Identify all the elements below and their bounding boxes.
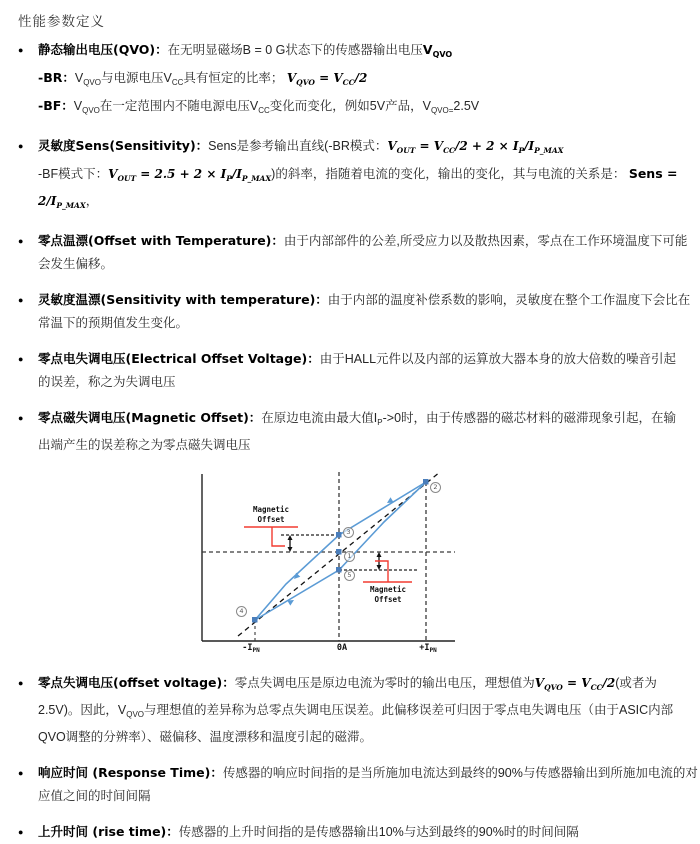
text-run: 零点失调电压是原边电流为零时的输出电压，理想值为 <box>234 676 535 690</box>
text-run: 在原边电流由最大值I <box>261 411 378 425</box>
bullet-marker-icon: ● <box>18 45 24 55</box>
point-5-marker <box>336 567 342 573</box>
tick-subscript: PN <box>429 647 437 654</box>
arrow-down-icon <box>288 547 293 552</box>
bullet-item <box>18 406 684 457</box>
bullet-marker-icon: ● <box>18 236 24 246</box>
text-run: /2 <box>354 71 368 85</box>
text-line <box>38 347 684 371</box>
text-run: V <box>74 71 84 85</box>
arrow-up-icon <box>377 552 382 557</box>
text-run: 由于HALL元件以及内部的运算放大器本身的放大倍数的噪音引起 <box>319 352 677 366</box>
point-badge-1: 1 <box>344 551 355 562</box>
label-line: Offset <box>374 595 402 604</box>
text-run: 静态输出电压(QVO)： <box>38 42 168 57</box>
text-run: (或者为 <box>615 676 657 690</box>
bullet-content <box>38 761 698 808</box>
text-run: P <box>377 418 383 427</box>
text-run: 在一定范围内不随电源电压V <box>99 99 259 113</box>
point-1-marker <box>336 549 342 555</box>
text-line <box>38 820 684 844</box>
bullet-list-top <box>18 38 691 457</box>
text-run: 零点失调电压(offset voltage)： <box>38 675 235 690</box>
text-run: -BF： <box>38 98 74 113</box>
text-run: -BF模式下： <box>38 167 109 181</box>
text-line <box>38 312 684 335</box>
x-tick-zero <box>337 643 347 654</box>
x-tick-plus-ipn <box>419 643 436 654</box>
text-run: 响应时间 (Response Time)： <box>38 765 223 780</box>
bullet-item <box>18 134 684 217</box>
text-run: ， <box>85 194 99 208</box>
text-run: )的斜率，指随着电流的变化，输出的变化，其与电流的关系是： <box>271 167 629 181</box>
tick-text: +I <box>419 643 430 653</box>
bullet-item <box>18 671 684 749</box>
tick-subscript: PN <box>252 647 260 654</box>
point-4-marker <box>252 617 258 623</box>
bullet-item <box>18 288 691 335</box>
text-run: OUT <box>396 146 416 155</box>
x-tick-minus-ipn <box>242 643 259 654</box>
text-run: CC <box>171 78 184 87</box>
text-run: 传感器的响应时间指的是当所施加电流达到最终的90%与传感器输出到所施加电流的对 <box>222 766 698 780</box>
text-line <box>38 66 684 94</box>
magnetic-offset-label-top <box>244 505 298 525</box>
text-run: /2 <box>602 676 616 690</box>
text-line <box>38 253 684 276</box>
text-line <box>38 671 684 699</box>
text-line <box>38 190 684 217</box>
text-line <box>38 406 684 434</box>
text-run: QVO调整的分辨率）、磁偏移、温度漂移和温度引起的磁滞。 <box>38 730 373 744</box>
text-run: = 2.5 + 2 × I <box>136 167 227 181</box>
text-line <box>38 726 684 749</box>
text-line <box>38 94 684 122</box>
text-run: 的误差，称之为失调电压 <box>38 375 176 389</box>
arrow-down-icon <box>377 565 382 570</box>
point-2-marker <box>423 479 429 485</box>
text-line <box>38 371 684 394</box>
text-run: Sens = <box>628 166 678 181</box>
text-run: V <box>108 167 118 181</box>
text-run: 零点磁失调电压(Magnetic Offset)： <box>38 410 262 425</box>
text-run: V <box>387 139 397 153</box>
point-badge-3: 3 <box>343 527 354 538</box>
figure-canvas <box>190 469 470 665</box>
text-run: 零点电失调电压(Electrical Offset Voltage)： <box>38 351 320 366</box>
text-run: 2.5V)。因此，V <box>38 703 127 717</box>
bullet-marker-icon: ● <box>18 141 24 151</box>
bullet-marker-icon: ● <box>18 413 24 423</box>
text-run: ->0时，由于传感器的磁芯材料的磁滞现象引起，在输 <box>382 411 677 425</box>
bullet-content <box>38 820 684 844</box>
bullet-item <box>18 820 684 844</box>
text-run: 变化而变化，例如5V产品，V <box>269 99 431 113</box>
label-line: Magnetic <box>252 505 290 514</box>
text-run: 由于内部的温度补偿系数的影响，灵敏度在整个工作温度下会比在 <box>327 293 691 307</box>
bullet-content <box>38 38 684 122</box>
text-line <box>38 229 688 253</box>
text-line <box>38 134 684 162</box>
text-run: QVO= <box>430 106 454 115</box>
text-run: /2 + 2 × I <box>455 139 519 153</box>
point-badge-5: 5 <box>344 570 355 581</box>
text-run: 传感器的上升时间指的是传感器输出10%与达到最终的90%时的时间间隔 <box>178 825 579 839</box>
text-run: = V <box>562 676 591 690</box>
text-run: 出端产生的误差称之为零点磁失调电压 <box>38 438 251 452</box>
text-run: P <box>226 174 232 183</box>
text-run: OUT <box>117 174 137 183</box>
bullet-marker-icon: ● <box>18 827 24 837</box>
point-3-marker <box>336 532 342 538</box>
text-run: = V <box>314 71 343 85</box>
bottom-callout-leader <box>375 561 388 582</box>
text-run: V <box>534 676 545 690</box>
bullet-content <box>38 134 684 217</box>
text-run: CC <box>443 146 456 155</box>
text-run: V <box>286 71 297 85</box>
text-run: 灵敏度温漂(Sensitivity with temperature)： <box>38 292 328 307</box>
label-line: Magnetic <box>369 585 407 594</box>
text-run: 与理想值的差异称为总零点失调电压误差。此偏移误差可归因于零点电失调电压（由于ASIC内部 <box>144 703 674 717</box>
text-line <box>38 434 684 457</box>
magnetic-offset-label-bottom <box>361 585 415 605</box>
bullet-marker-icon: ● <box>18 354 24 364</box>
text-run: CC <box>590 683 603 692</box>
text-line <box>38 761 698 785</box>
tick-text: -I <box>242 643 253 653</box>
text-run: V <box>422 42 433 57</box>
bullet-marker-icon: ● <box>18 678 24 688</box>
text-run: 常温下的预期值发生变化。 <box>38 316 189 330</box>
text-run: 在无明显磁场B = 0 G状态下的传感器输出电压 <box>167 43 423 57</box>
text-run: 与电源电压V <box>100 71 172 85</box>
tick-text: 0A <box>336 643 348 653</box>
text-run: 具有恒定的比率； <box>183 71 287 85</box>
text-run: QVO <box>83 78 101 87</box>
text-run: 由于内部部件的公差,所受应力以及散热因素，零点在工作环境温度下可能 <box>283 234 688 248</box>
top-callout-leader <box>272 527 285 546</box>
text-run: = V <box>415 139 444 153</box>
text-run: QVO <box>126 710 144 719</box>
text-run: QVO <box>432 50 453 59</box>
text-run: QVO <box>544 683 563 692</box>
bullet-content <box>38 347 684 394</box>
bullet-marker-icon: ● <box>18 295 24 305</box>
text-run: CC <box>258 106 270 115</box>
text-run: -BR： <box>38 70 75 85</box>
bullet-marker-icon: ● <box>18 768 24 778</box>
text-run: /I <box>231 167 242 181</box>
bullet-content <box>38 671 684 749</box>
bullet-content <box>38 229 688 276</box>
bullet-item <box>18 761 698 808</box>
text-line <box>38 288 691 312</box>
bullet-item <box>18 347 684 394</box>
text-run: 2/I <box>38 194 57 208</box>
text-run: QVO <box>296 78 315 87</box>
text-line <box>38 699 684 726</box>
text-run: P <box>518 146 525 155</box>
point-badge-4: 4 <box>236 606 247 617</box>
bullet-content <box>38 406 684 457</box>
text-run: 零点温漂(Offset with Temperature)： <box>38 233 284 248</box>
bullet-list-bottom <box>18 671 698 844</box>
bullet-item <box>18 229 688 276</box>
text-run: 灵敏度Sens(Sensitivity)： <box>38 138 209 153</box>
text-line <box>38 38 684 66</box>
text-run: P_MAX <box>56 201 86 210</box>
text-run: P_MAX <box>534 146 564 155</box>
magnetic-offset-figure <box>190 469 470 665</box>
text-run: 2.5V <box>453 99 480 113</box>
text-run: /I <box>524 139 535 153</box>
text-run: 上升时间 (rise time)： <box>38 824 179 839</box>
bullet-item <box>18 38 684 122</box>
text-run: 应值之间的时间间隔 <box>38 789 151 803</box>
bullet-content <box>38 288 691 335</box>
text-run: CC <box>342 78 355 87</box>
text-run: 会发生偏移。 <box>38 257 114 271</box>
text-run: V <box>73 99 83 113</box>
text-line <box>38 785 684 808</box>
text-run: Sens是参考输出直线(-BR模式： <box>208 139 388 153</box>
point-badge-2: 2 <box>430 482 441 493</box>
upper-curve-arrow-icon <box>387 497 394 503</box>
lower-curve-arrow-icon <box>287 600 294 606</box>
text-run: P_MAX <box>241 174 272 183</box>
arrow-up-icon <box>288 535 293 540</box>
text-line <box>38 162 684 190</box>
page-title: 性能参数定义 <box>18 14 105 29</box>
label-line: Offset <box>257 515 285 524</box>
text-run: QVO <box>82 106 100 115</box>
